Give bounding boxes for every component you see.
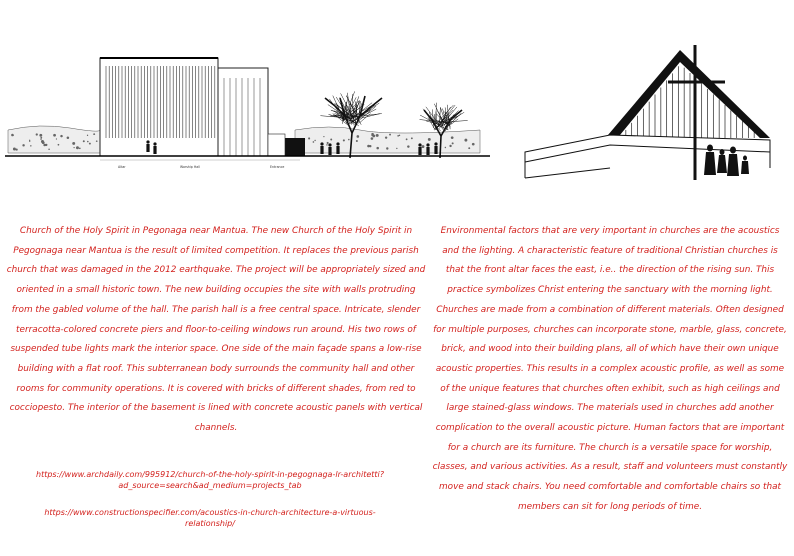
acoustics-description-text: Environmental factors that are very important in churches are the acoustics and the lighting. A characteristic feature of traditional Christian churches is that the front altar faces the east, i.e.. the direction of the rising sun. This practice symbolizes Christ entering the sanctuary with the morning light. Churches are made from a combination of different materials. Often designed for multiple purposes, churches can incorporate stone, marble, glass, concrete, brick, and wood into their building plans, all of which have their own unique acoustic properties. This results in a complex acoustic profile, as well as some of the unique features that churches often exhibit, such as high ceilings and large stained-glass windows. The materials used in churches add another complication to the overall acoustic picture. Human factors that are important for a church are its furniture. The church is a versatile space for worship, classes, and various activities. As a result, staff and volunteers must constantly move and stack chairs. You need comfortable and comfortable chairs so that members can sit for long periods of time. — [432, 226, 788, 512]
label-worship-hall: Worship Hall — [180, 165, 200, 169]
label-entrance: Entrance — [270, 165, 285, 169]
archdaily-source-link[interactable]: https://www.archdaily.com/995912/church-of-the-holy-spirit-in-pegognaga-lr-architetti?ad_source=search&ad_medium=projects_tab — [36, 470, 384, 490]
label-altar: Altar — [118, 165, 126, 169]
church-description-text: Church of the Holy Spirit in Pegonaga near Mantua. The new Church of the Holy Spirit in Pegognaga near Mantua is the result of limited competition. It replaces the previous parish church that was damaged in the 2012 earthquake. The project will be appropriately sized and oriented in a small historic town. The new building occupies the site with walls protruding from the gabled volume of the hall. The parish hall is a free central space. Intricate, slender terracotta-colored concrete piers and floor-to-ceiling windows run around. His two rows of suspended tube lights mark the interior space. One side of the main façade spans a low-rise building with a flat roof. This subterranean body surrounds the community hall and other rooms for community operations. It is covered with bricks of different shades, from red to cocciopesto. The interior of the basement is lined with concrete acoustic panels with vertical channels. — [6, 226, 426, 434]
constructionspecifier-source-link[interactable]: https://www.constructionspecifier.com/acoustics-in-church-architecture-a-virtuous-relationship/ — [44, 508, 376, 528]
church-section-drawing — [0, 38, 495, 178]
church-perspective-drawing — [520, 40, 785, 185]
